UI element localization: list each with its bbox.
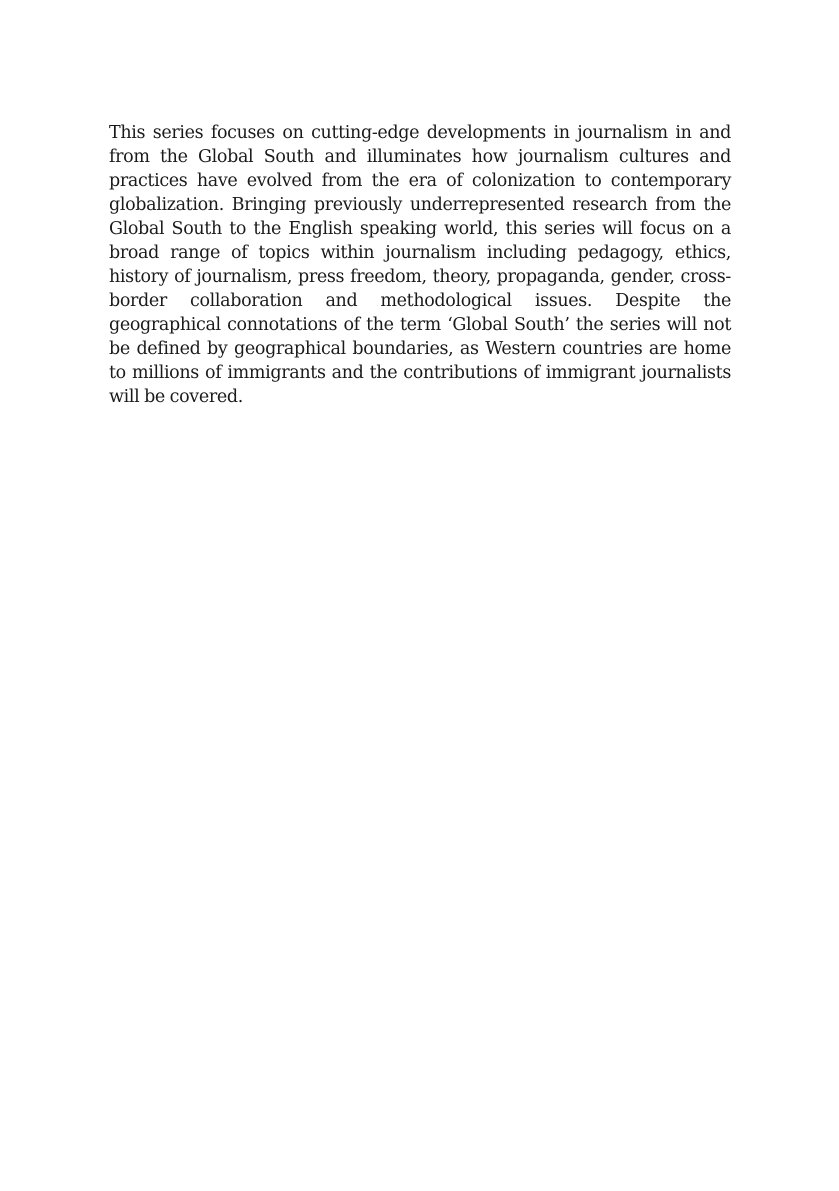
series-description-paragraph: This series focuses on cutting-edge developments in journalism in and from the Global South and illuminates how journalism cultures and practices have evolved from the era of colonization to contemporary globalization. Bringing previously underrepresented research from the Global South to the English speaking world, this series will focus on a broad range of topics within journalism including pedagogy, ethics, history of journalism, press freedom, theory, propaganda, gender, cross-border collaboration and methodological issues. Despite the geographical connotations of the term ‘Global South’ the series will not be defined by geographical boundaries, as Western countries are home to millions of immigrants and the contributions of immigrant journalists will be covered.: [109, 123, 731, 407]
